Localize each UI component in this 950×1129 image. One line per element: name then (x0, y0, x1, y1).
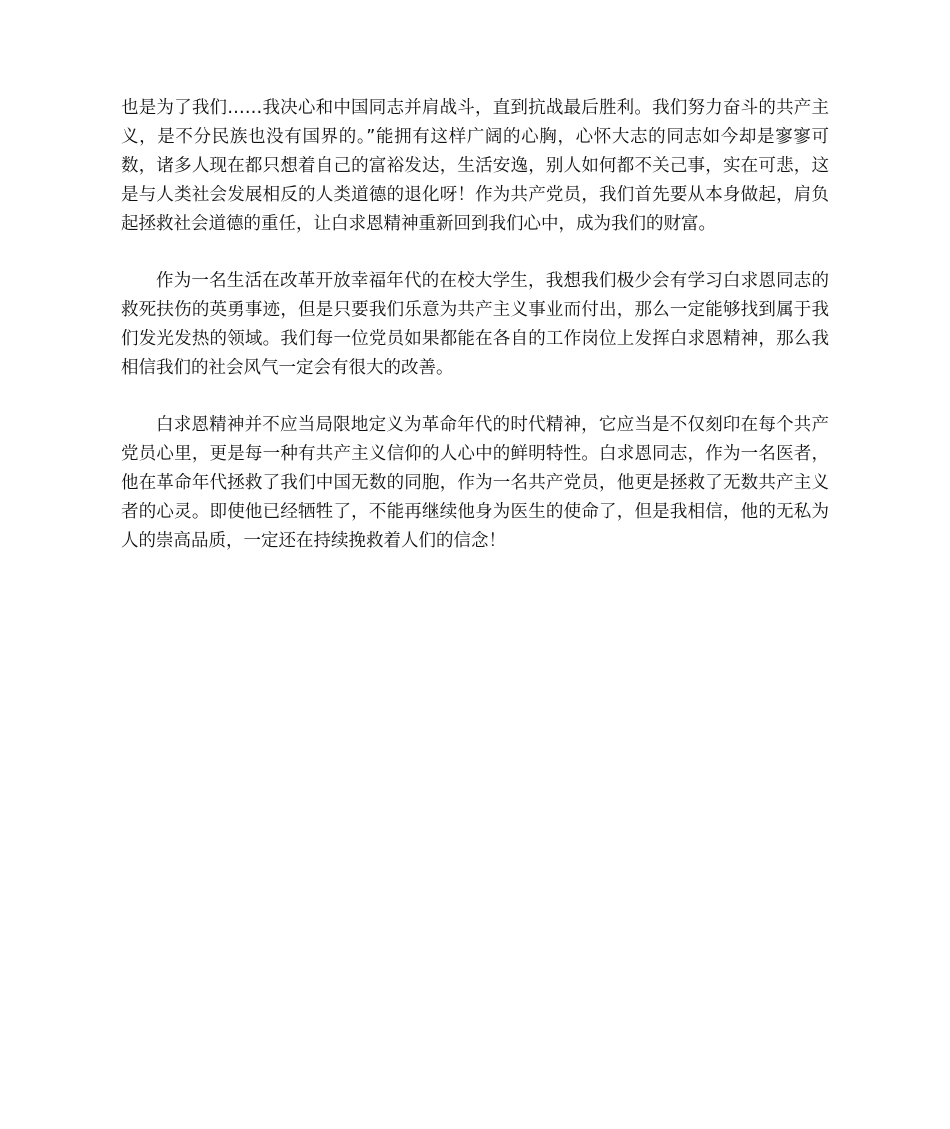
paragraph-1: 也是为了我们……我决心和中国同志并肩战斗，直到抗战最后胜利。我们努力奋斗的共产主义，是不分民族也没有国界的。”能拥有这样广阔的心胸，心怀大志的同志如今却是寥寥可数，诸多人现在都只想着自己的富裕发达，生活安逸，别人如何都不关己事，实在可悲，这是与人类社会发展相反的人类道德的退化呀！作为共产党员，我们首先要从本身做起，肩负起拯救社会道德的重任，让白求恩精神重新回到我们心中，成为我们的财富。 (121, 98, 829, 234)
paragraph-2: 作为一名生活在改革开放幸福年代的在校大学生，我想我们极少会有学习白求恩同志的救死扶伤的英勇事迹，但是只要我们乐意为共产主义事业而付出，那么一定能够找到属于我们发光发热的领域。我们每一位党员如果都能在各自的工作岗位上发挥白求恩精神，那么我相信我们的社会风气一定会有很大的改善。 (121, 271, 829, 378)
document-body (121, 94, 829, 584)
paragraph-3: 白求恩精神并不应当局限地定义为革命年代的时代精神，它应当是不仅刻印在每个共产党员心里，更是每一种有共产主义信仰的人心中的鲜明特性。白求恩同志，作为一名医者，他在革命年代拯救了我们中国无数的同胞，作为一名共产党员，他更是拯救了无数共产主义者的心灵。即使他已经牺牲了，不能再继续他身为医生的使命了，但是我相信，他的无私为人的崇高品质，一定还在持续挽救着人们的信念！ (121, 415, 829, 551)
